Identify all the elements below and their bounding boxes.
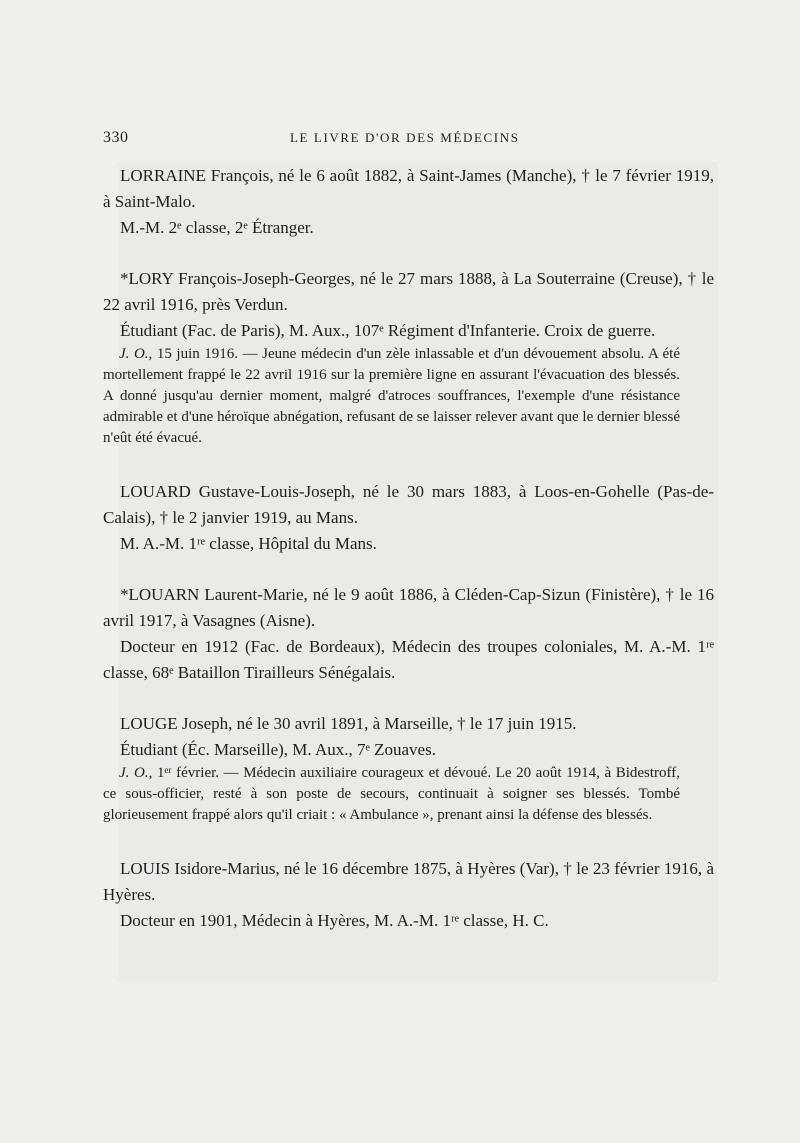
entry-detail: Docteur en 1912 (Fac. de Bordeaux), Médecin des troupes coloniales, M. A.-M. 1ʳᵉ classe, 68ᵉ Bataillon Tirailleurs Sénégalais.: [103, 637, 714, 682]
entry-text: François-Joseph-Georges, né le 27 mars 1888, à La Souterraine (Creuse), † le 22 avril 1916, près Verdun.: [103, 269, 714, 314]
entry-main: [103, 266, 714, 318]
entry-louge: [103, 711, 714, 826]
citation: [103, 344, 680, 449]
citation-text: , 1ᵉʳ février. — Médecin auxiliaire courageux et dévoué. Le 20 août 1914, à Bidestroff, ce sous-officier, resté à son poste de secours, continuait à soigner ses blessés. Tombé glorieusement frappé alors qu'il criait : « Ambulance », prenant ainsi la défense des blessés.: [103, 765, 680, 823]
entry-detail: Docteur en 1901, Médecin à Hyères, M. A.-M. 1ʳᵉ classe, H. C.: [120, 911, 549, 930]
entry-lory: [103, 266, 714, 449]
entry-main: [103, 856, 714, 908]
entry-surname: *LOUARN: [120, 585, 200, 604]
entry-text: Isidore-Marius, né le 16 décembre 1875, à Hyères (Var), † le 23 février 1916, à Hyères.: [103, 859, 715, 904]
citation-source: J. O.: [119, 765, 149, 781]
entry-detail: M. A.-M. 1ʳᵉ classe, Hôpital du Mans.: [120, 534, 377, 553]
entry-detail: Étudiant (Fac. de Paris), M. Aux., 107ᵉ Régiment d'Infanterie. Croix de guerre.: [120, 321, 656, 340]
entry-surname: LOUIS: [120, 859, 171, 878]
citation: [103, 763, 680, 826]
entry-main: [103, 582, 714, 634]
running-title: LE LIVRE D'OR DES MÉDECINS: [290, 130, 520, 145]
page-number: 330: [103, 129, 129, 146]
entry-surname: *LORY: [120, 269, 174, 288]
entry-main: [103, 479, 714, 531]
entry-surname: LOUARD: [120, 482, 191, 501]
page-body: [103, 163, 714, 934]
citation-text: , 15 juin 1916. — Jeune médecin d'un zèle inlassable et d'un dévouement absolu. A été mortellement frappé le 22 avril 1916 sur la première ligne en assurant l'évacuation des blessés. A donné jusqu'au dernier moment, malgré d'atroces souffrances, l'exemple d'une résistance admirable et d'une héroïque abnégation, refusant de se laisser relever avant que le dernier blessé n'eût été évacué.: [103, 346, 680, 446]
entry-detail: Étudiant (Éc. Marseille), M. Aux., 7ᵉ Zouaves.: [120, 740, 436, 759]
entry-text: François, né le 6 août 1882, à Saint-James (Manche), † le 7 février 1919, à Saint-Malo.: [103, 166, 715, 211]
entry-main: [103, 711, 714, 737]
entry-louis: [103, 856, 714, 934]
entry-lorraine: [103, 163, 714, 241]
entry-main: [103, 163, 714, 215]
entry-surname: LORRAINE: [120, 166, 206, 185]
entry-louard: [103, 479, 714, 557]
citation-source: J. O.: [119, 346, 149, 362]
entry-surname: LOUGE: [120, 714, 178, 733]
entry-text: Gustave-Louis-Joseph, né le 30 mars 1883, à Loos-en-Gohelle (Pas-de-Calais), † le 2 janvier 1919, au Mans.: [103, 482, 715, 527]
entry-detail: M.-M. 2ᵉ classe, 2ᵉ Étranger.: [120, 218, 314, 237]
entry-text: Joseph, né le 30 avril 1891, à Marseille, † le 17 juin 1915.: [181, 714, 577, 733]
page-header: [103, 129, 710, 151]
entry-louarn: [103, 582, 714, 686]
entry-text: Laurent-Marie, né le 9 août 1886, à Cléden-Cap-Sizun (Finistère), † le 16 avril 1917, à Vasagnes (Aisne).: [103, 585, 715, 630]
